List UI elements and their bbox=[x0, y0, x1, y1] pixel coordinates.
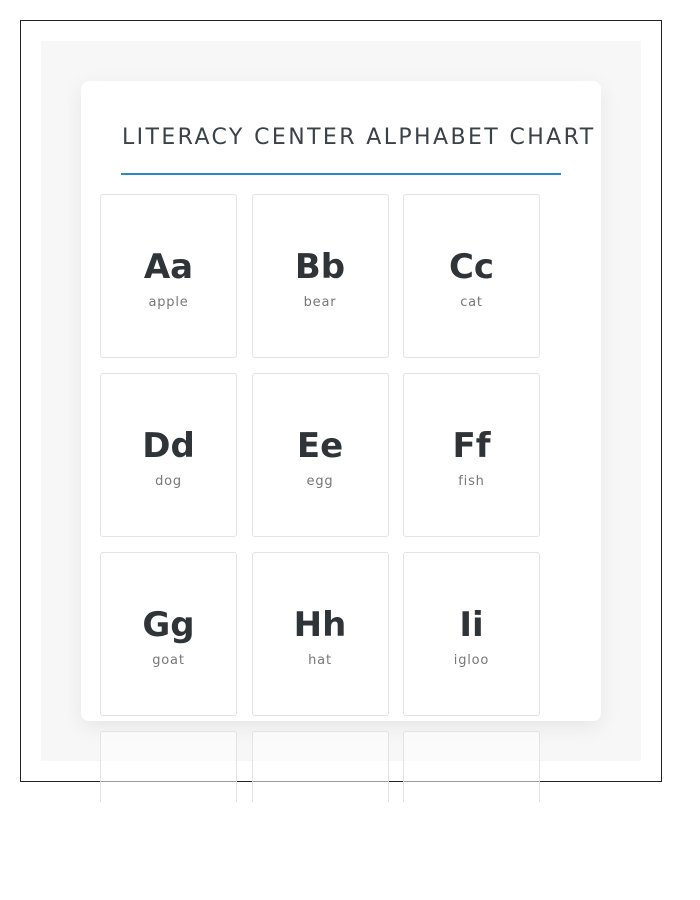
chart-title: LITERACY CENTER ALPHABET CHART bbox=[122, 125, 596, 150]
letter-tile-e bbox=[252, 373, 389, 537]
letter-tile-partial bbox=[403, 731, 540, 802]
tile-letter: Ii bbox=[459, 605, 484, 645]
tile-word: egg bbox=[306, 474, 334, 489]
letter-tile-g bbox=[100, 552, 237, 716]
tile-letter: Bb bbox=[294, 247, 346, 287]
alphabet-grid bbox=[100, 194, 540, 802]
tile-letter: Aa bbox=[143, 247, 194, 287]
tile-word: goat bbox=[152, 653, 185, 668]
tile-letter: Ff bbox=[452, 426, 491, 466]
letter-tile-i bbox=[403, 552, 540, 716]
tile-word: apple bbox=[148, 295, 189, 310]
title-underline bbox=[121, 173, 561, 175]
tile-letter: Dd bbox=[142, 426, 195, 466]
letter-tile-d bbox=[100, 373, 237, 537]
tile-word: cat bbox=[460, 295, 483, 310]
letter-tile-partial bbox=[100, 731, 237, 802]
letter-tile-partial bbox=[252, 731, 389, 802]
tile-word: hat bbox=[308, 653, 332, 668]
tile-letter: Gg bbox=[142, 605, 195, 645]
tile-word: fish bbox=[458, 474, 485, 489]
letter-tile-h bbox=[252, 552, 389, 716]
tile-letter: Ee bbox=[296, 426, 344, 466]
tile-word: dog bbox=[155, 474, 182, 489]
letter-tile-b bbox=[252, 194, 389, 358]
tile-letter: Cc bbox=[448, 247, 495, 287]
tile-word: bear bbox=[303, 295, 337, 310]
letter-tile-f bbox=[403, 373, 540, 537]
tile-letter: Hh bbox=[293, 605, 347, 645]
letter-tile-a bbox=[100, 194, 237, 358]
letter-tile-c bbox=[403, 194, 540, 358]
tile-word: igloo bbox=[453, 653, 490, 668]
